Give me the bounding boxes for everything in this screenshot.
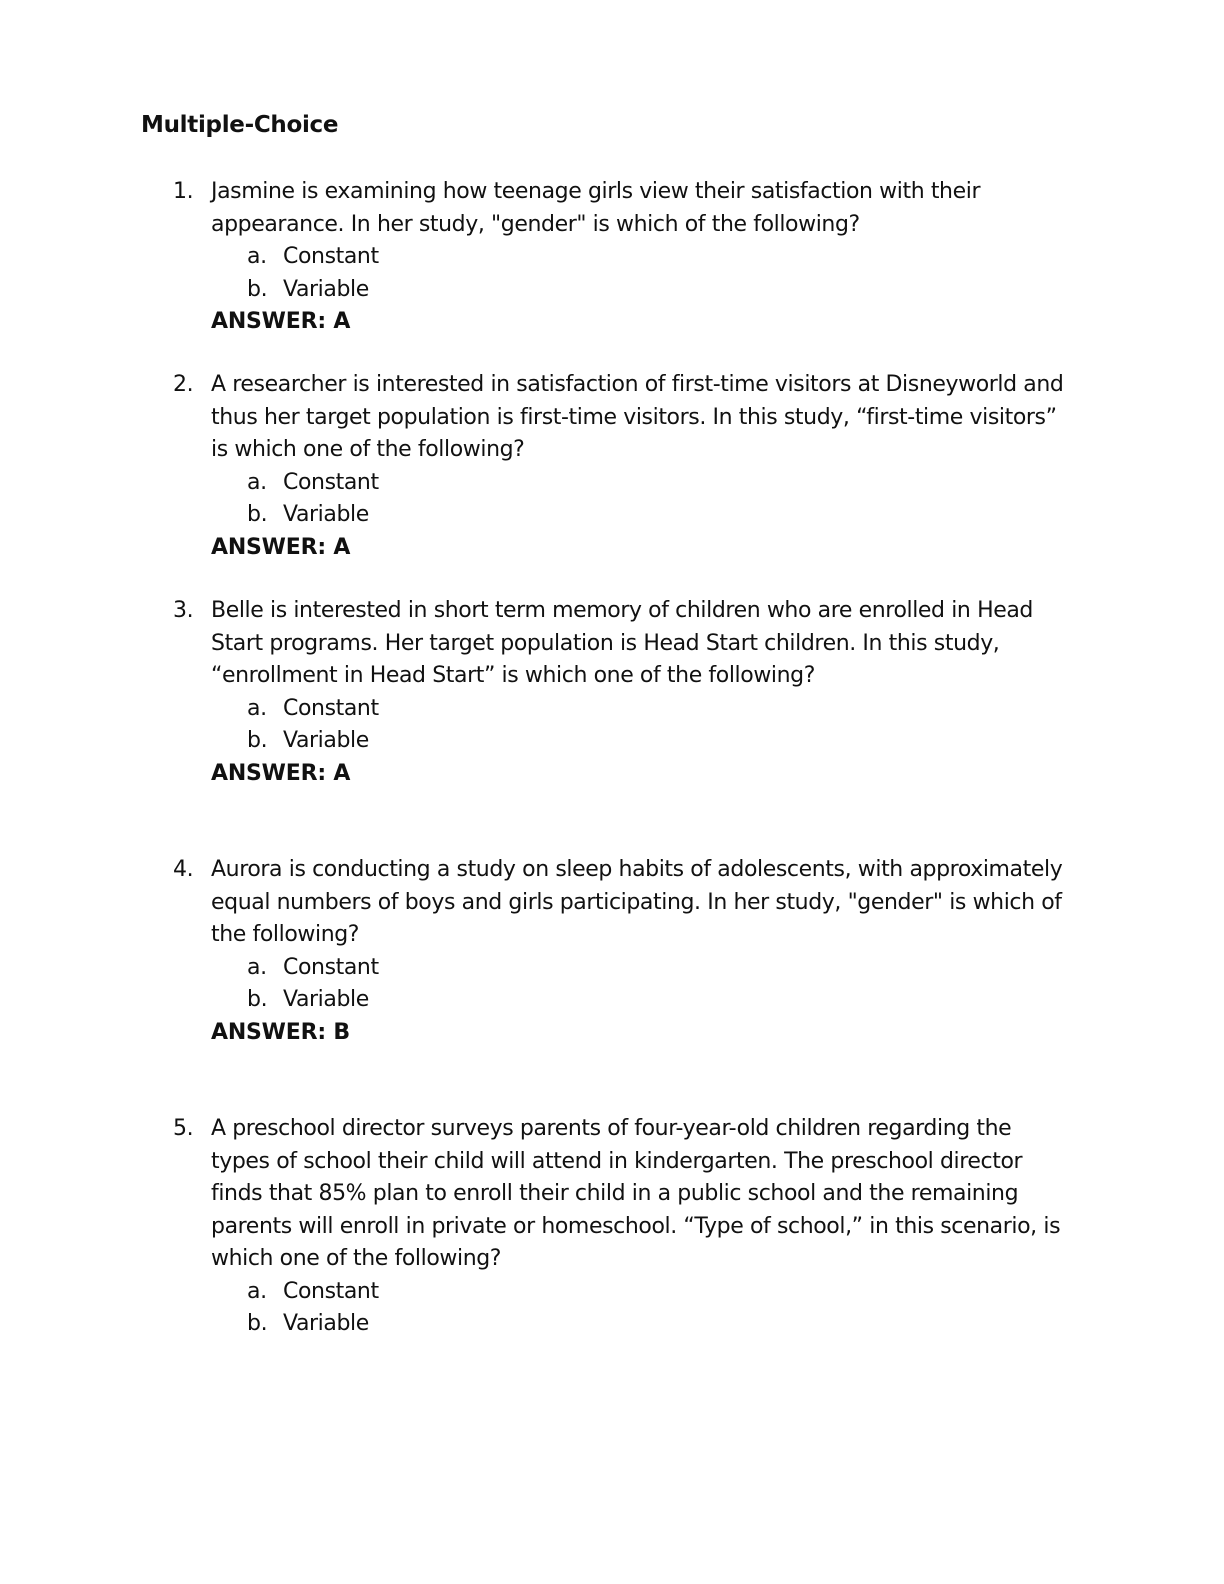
question-item (173, 595, 1073, 790)
question-number: 5. (173, 1116, 194, 1141)
question-line (173, 1113, 1073, 1276)
option-item (247, 274, 1073, 307)
answer-key: ANSWER: A (211, 309, 351, 334)
option-list (173, 241, 1073, 306)
option-item (247, 693, 1073, 726)
question-text: Jasmine is examining how teenage girls view their satisfaction with their appearance. In her study, "gender" is which of the following? (211, 179, 981, 237)
option-letter: b. (247, 276, 268, 302)
section-title: Multiple-Choice (141, 112, 339, 138)
question-number: 1. (173, 179, 194, 204)
option-text: Variable (283, 502, 369, 527)
question-line (173, 369, 1073, 467)
option-text: Variable (283, 728, 369, 753)
question-text: A researcher is interested in satisfaction of first-time visitors at Disneyworld and thus her target population is first-time visitors. In this study, “first-time visitors” is which one of the following? (211, 372, 1064, 462)
question-item (173, 176, 1073, 339)
question-number: 3. (173, 598, 194, 623)
option-item (247, 241, 1073, 274)
option-letter: a. (247, 469, 267, 495)
option-item (247, 1276, 1073, 1309)
option-letter: b. (247, 987, 268, 1012)
option-text: Variable (283, 1311, 369, 1336)
option-item (247, 1308, 1073, 1341)
question-line (173, 595, 1073, 693)
option-text: Constant (283, 695, 379, 721)
question-item (173, 1113, 1073, 1341)
question-item (173, 854, 1073, 1049)
option-text: Constant (283, 244, 379, 269)
option-letter: b. (247, 728, 268, 753)
question-line (173, 854, 1073, 952)
option-letter: a. (247, 954, 267, 980)
question-number: 2. (173, 372, 194, 397)
option-text: Constant (283, 954, 379, 980)
option-list (173, 1276, 1073, 1341)
option-letter: a. (247, 695, 267, 721)
answer-key: ANSWER: A (211, 534, 351, 560)
option-letter: b. (247, 1311, 268, 1336)
option-list (173, 467, 1073, 532)
option-item (247, 725, 1073, 758)
option-letter: b. (247, 502, 268, 527)
question-item (173, 369, 1073, 564)
question-text: Aurora is conducting a study on sleep habits of adolescents, with approximately equal numbers of boys and girls participating. In her study, "gender" is which of the following? (211, 857, 1063, 947)
option-text: Variable (283, 987, 369, 1012)
option-text: Variable (283, 276, 369, 302)
option-letter: a. (247, 244, 267, 269)
option-letter: a. (247, 1278, 267, 1304)
option-item (247, 467, 1073, 500)
option-item (247, 499, 1073, 532)
option-item (247, 952, 1073, 985)
question-line (173, 176, 1073, 241)
option-text: Constant (283, 1278, 379, 1304)
option-list (173, 693, 1073, 758)
option-list (173, 952, 1073, 1017)
option-text: Constant (283, 469, 379, 495)
question-text: A preschool director surveys parents of four-year-old children regarding the types of school their child will attend in kindergarten. The preschool director finds that 85% plan to enroll their child in a public school and the remaining parents will enroll in private or homeschool. “Type of school,” in this scenario, is which one of the following? (211, 1116, 1061, 1271)
question-text: Belle is interested in short term memory of children who are enrolled in Head Start programs. Her target population is Head Start children. In this study, “enrollment in Head Start” is which one of the following? (211, 598, 1033, 688)
option-item (247, 984, 1073, 1017)
answer-key: ANSWER: A (211, 760, 351, 786)
question-number: 4. (173, 857, 194, 882)
answer-key: ANSWER: B (211, 1019, 350, 1045)
